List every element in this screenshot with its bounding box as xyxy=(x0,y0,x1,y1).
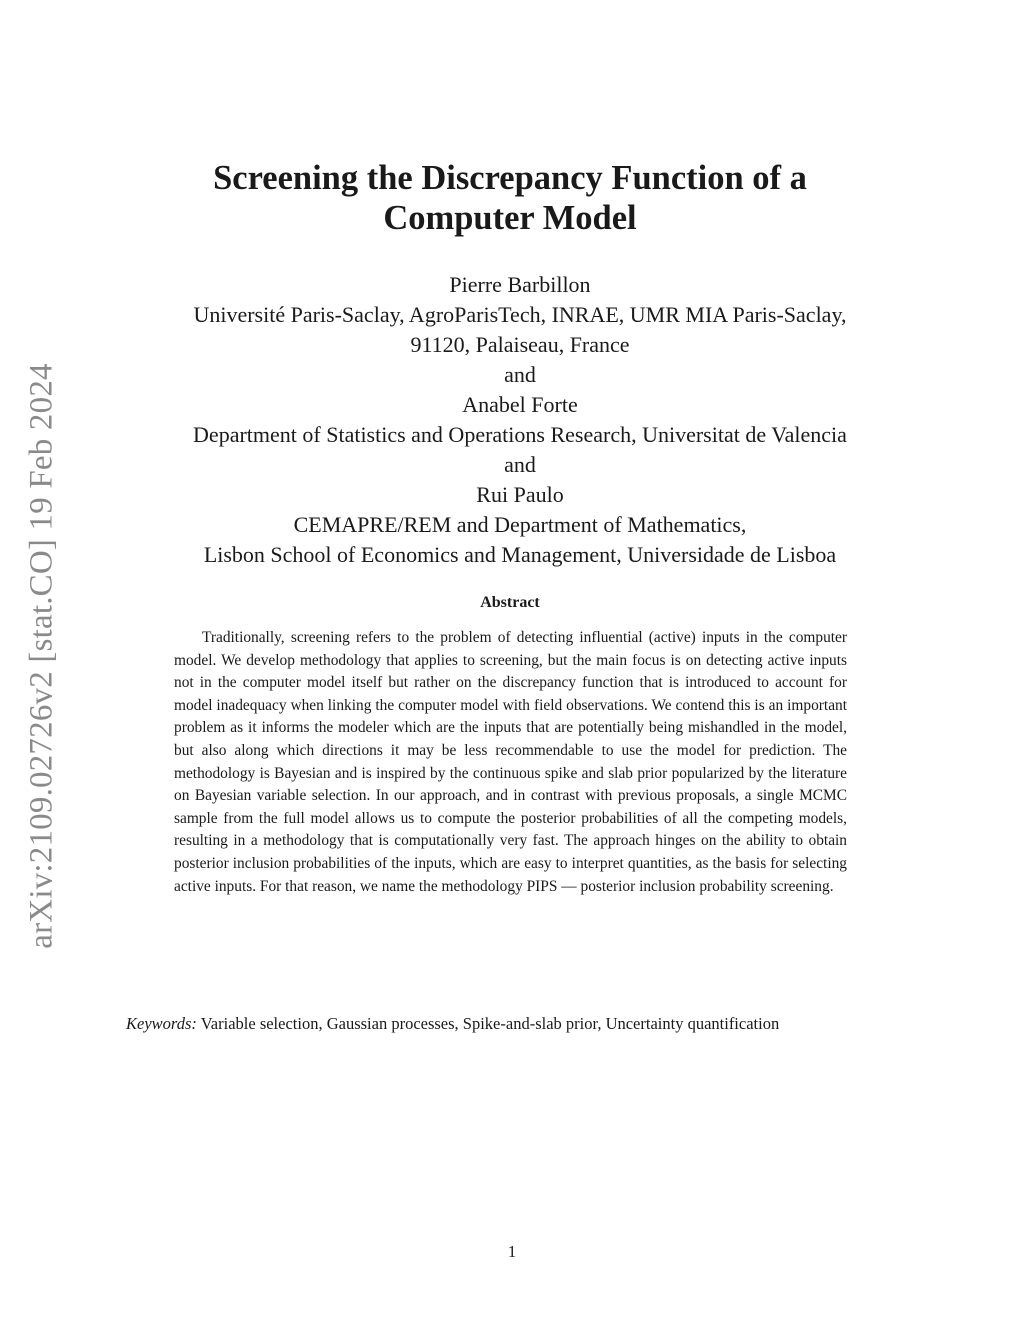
author-name-paulo: Rui Paulo xyxy=(476,482,564,507)
keywords-section xyxy=(126,1012,896,1036)
author-name-barbillon: Pierre Barbillon xyxy=(449,272,591,297)
paper-title-line-1: Screening the Discrepancy Function of a xyxy=(213,159,807,197)
paper-title xyxy=(120,158,900,238)
affiliation-cemapre: CEMAPRE/REM and Department of Mathematics, xyxy=(293,512,747,537)
page-number: 1 xyxy=(507,1242,517,1261)
affiliation-palaiseau-address: 91120, Palaiseau, France xyxy=(410,332,630,357)
affiliation-valencia: Department of Statistics and Operations Research, Universitat de Valencia xyxy=(193,422,847,447)
paper-title-line-2: Computer Model xyxy=(383,199,637,237)
abstract-text: Traditionally, screening refers to the problem of detecting influential (active) inputs in the computer model. We develop methodology that applies to screening, but the main focus is on detecting active inputs not in the computer model itself but rather on the discrepancy function that is introduced to account for model inadequacy when linking the computer model with field observations. We contend this is an important problem as it informs the modeler which are the inputs that are potentially being mishandled in the model, but also along which directions it may be less recommendable to use the model for prediction. The methodology is Bayesian and is inspired by the continuous spike and slab prior popularized by the literature on Bayesian variable selection. In our approach, and in contrast with previous proposals, a single MCMC sample from the full model allows us to compute the posterior probabilities of all the competing models, resulting in a methodology that is computationally very fast. The approach hinges on the ability to obtain posterior inclusion probabilities of the inputs, which are easy to interpret quantities, as the basis for selecting active inputs. For that reason, we name the methodology PIPS — posterior inclusion probability screening. xyxy=(174,629,847,895)
keywords-list: Variable selection, Gaussian processes, Spike-and-slab prior, Uncertainty quantification xyxy=(200,1014,780,1033)
author-block xyxy=(110,270,930,570)
affiliation-paris-saclay: Université Paris-Saclay, AgroParisTech, INRAE, UMR MIA Paris-Saclay, xyxy=(193,302,847,327)
arxiv-identifier-stamp: arXiv:2109.02726v2 [stat.CO] 19 Feb 2024 xyxy=(23,363,60,949)
author-name-forte: Anabel Forte xyxy=(462,392,578,417)
author-separator-and: and xyxy=(504,362,536,387)
affiliation-lisbon: Lisbon School of Economics and Management, Universidade de Lisboa xyxy=(203,542,837,567)
keywords-label: Keywords: xyxy=(126,1014,197,1033)
abstract-heading: Abstract xyxy=(480,594,540,611)
author-separator-and: and xyxy=(504,452,536,477)
